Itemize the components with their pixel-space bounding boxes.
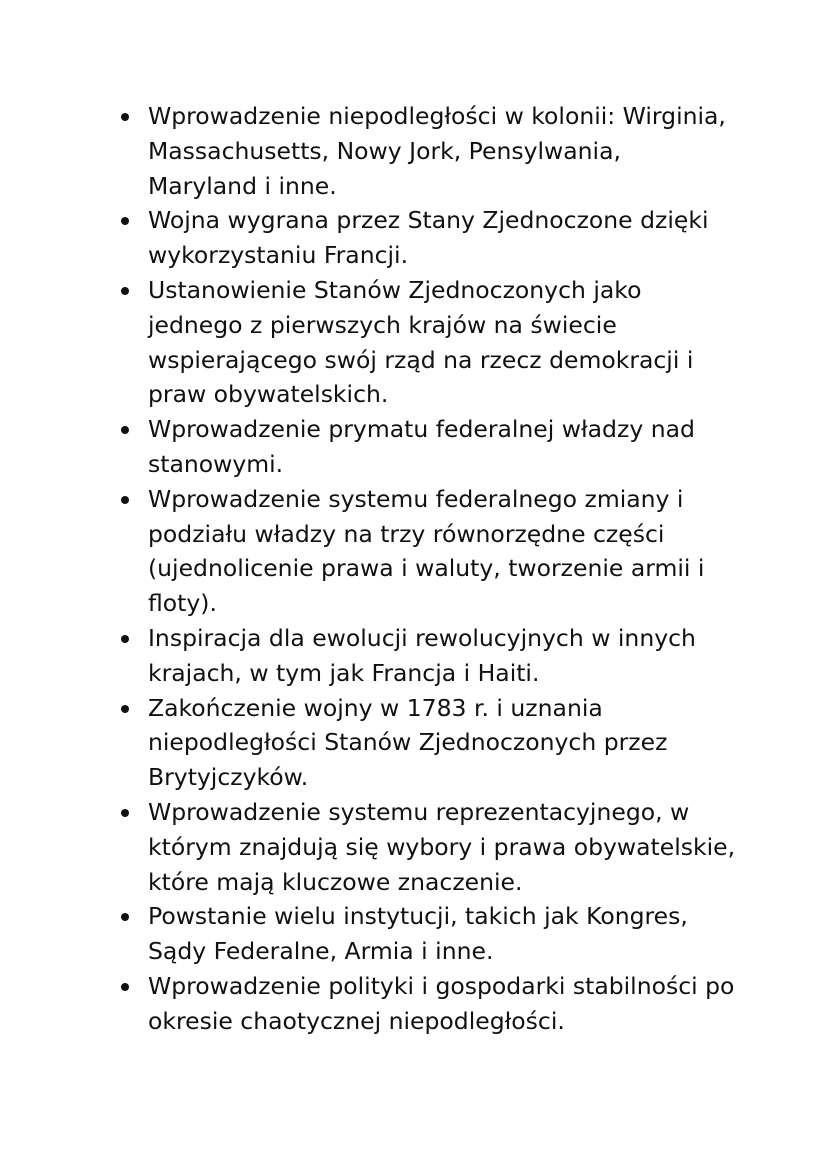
bullet-icon (121, 287, 129, 295)
list-item-text-line: praw obywatelskich. (148, 380, 389, 409)
list-item-text-line: Zakończenie wojny w 1783 r. i uznania (148, 693, 603, 722)
list-item (112, 621, 752, 691)
list-item (112, 412, 752, 482)
list-item-text-line: Inspiracja dla ewolucji rewolucyjnych w innych (148, 623, 696, 652)
list-item-text-line: Powstanie wielu instytucji, takich jak Kongres, (148, 902, 688, 931)
bullet-icon (121, 705, 129, 713)
list-item-text-line: Massachusetts, Nowy Jork, Pensylwania, (148, 136, 621, 165)
list-item-text-line: krajach, w tym jak Francja i Haiti. (148, 658, 540, 687)
list-item-text-line: jednego z pierwszych krajów na świecie (148, 310, 617, 339)
list-item-text-line: Wojna wygrana przez Stany Zjednoczone dzięki (148, 206, 709, 235)
list-item-text-line: niepodległości Stanów Zjednoczonych przez (148, 728, 668, 757)
list-item-text-line: które mają kluczowe znaczenie. (148, 867, 523, 896)
list-item-text-line: którym znajdują się wybory i prawa obywatelskie, (148, 832, 736, 861)
list-item (112, 99, 752, 203)
bullet-icon (121, 983, 129, 991)
list-item-text-line: Maryland i inne. (148, 171, 337, 200)
list-item-text-line: Wprowadzenie systemu federalnego zmiany i (148, 484, 684, 513)
list-item-text-line: podziału władzy na trzy równorzędne części (148, 519, 665, 548)
list-item-text-line: Wprowadzenie systemu reprezentacyjnego, w (148, 797, 690, 826)
list-item-text-line: stanowymi. (148, 449, 284, 478)
bullet-icon (121, 217, 129, 225)
bullet-icon (121, 113, 129, 121)
list-item-text-line: Wprowadzenie polityki i gospodarki stabilności po (148, 971, 735, 1000)
list-item (112, 273, 752, 412)
list-item-text-line: floty). (148, 589, 217, 618)
list-item-text-line: (ujednolicenie prawa i waluty, tworzenie armii i (148, 554, 705, 583)
bullet-list (112, 99, 752, 1039)
list-item-text-line: Wprowadzenie prymatu federalnej władzy nad (148, 415, 695, 444)
list-item (112, 482, 752, 621)
bullet-icon (121, 426, 129, 434)
list-item (112, 969, 752, 1039)
list-item (112, 795, 752, 899)
list-item (112, 691, 752, 795)
list-item (112, 899, 752, 969)
list-item-text-line: Brytyjczyków. (148, 763, 309, 792)
list-item-text-line: Ustanowienie Stanów Zjednoczonych jako (148, 275, 642, 304)
bullet-icon (121, 635, 129, 643)
bullet-icon (121, 913, 129, 921)
list-item-text-line: wspierającego swój rząd na rzecz demokracji i (148, 345, 694, 374)
list-item-text-line: Sądy Federalne, Armia i inne. (148, 937, 494, 966)
bullet-icon (121, 496, 129, 504)
list-item-text-line: wykorzystaniu Francji. (148, 241, 409, 270)
bullet-icon (121, 809, 129, 817)
list-item-text-line: okresie chaotycznej niepodległości. (148, 1006, 565, 1035)
list-item-text-line: Wprowadzenie niepodległości w kolonii: Wirginia, (148, 102, 726, 130)
list-item (112, 203, 752, 273)
